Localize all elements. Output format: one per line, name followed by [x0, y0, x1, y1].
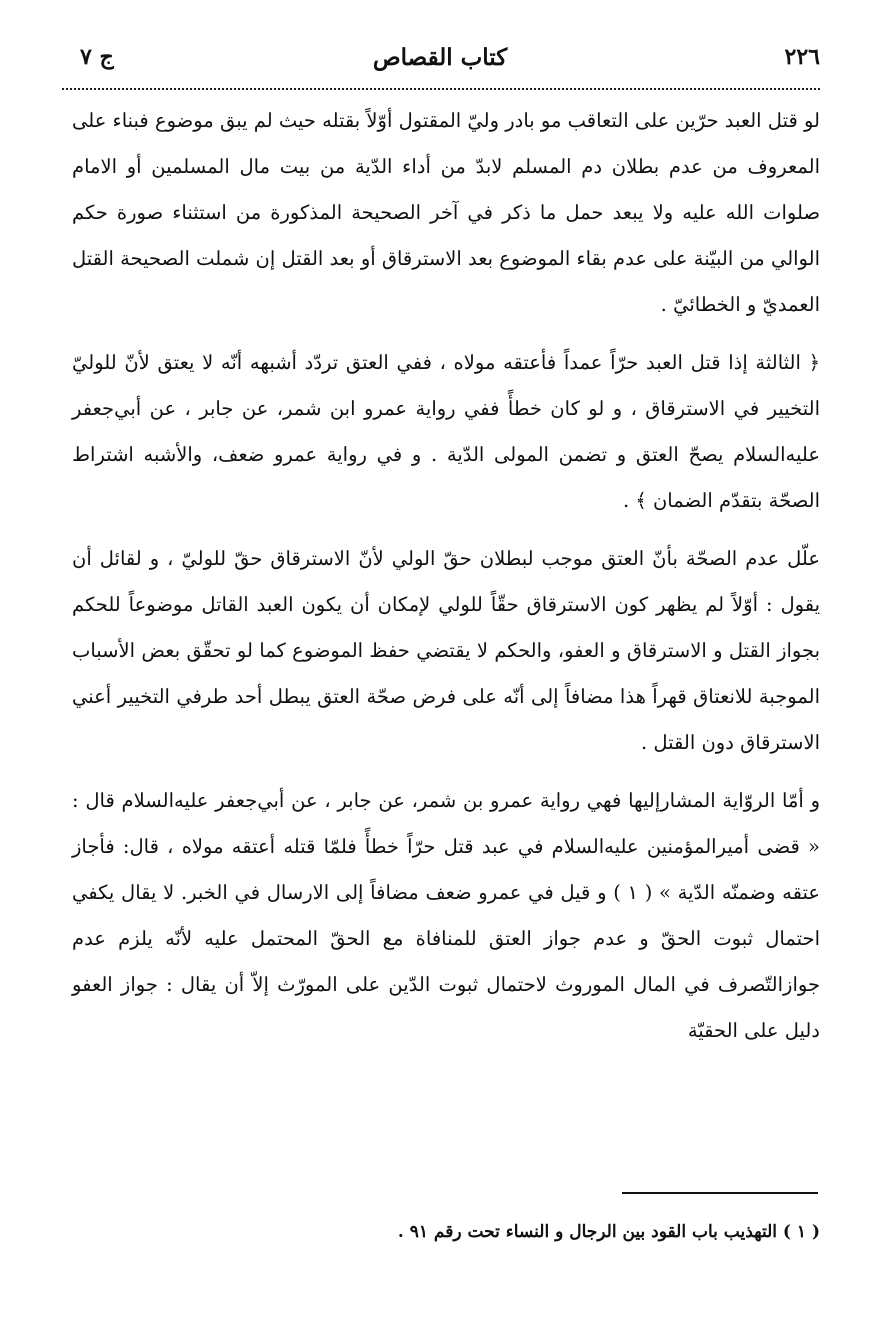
paragraph-gap: [72, 328, 820, 340]
header-divider: [62, 88, 820, 90]
main-text: [72, 98, 820, 1054]
paragraph-3: علّل عدم الصحّة بأنّ العتق موجب لبطلان حقّ الولي لأنّ الاسترقاق حقّ للوليّ ، و لقائل أن يقول : أوّلاً لم يظهر كون الاسترقاق حقّاً للولي لإمكان أن يكون العبد القاتل موضوعاً للحكم بجواز القتل و الاسترقاق و العفو، والحكم لا يقتضي حفظ الموضوع كما لو تحقّق بعض الأسباب الموجبة للانعتاق قهراً هذا مضافاً إلى أنّه على فرض صحّة العتق يبطل أحد طرفي التخيير أعني الاسترقاق دون القتل .: [72, 547, 820, 754]
book-title: كتاب القصاص: [372, 44, 508, 71]
paragraph-2: ﴿ الثالثة إذا قتل العبد حرّاً عمداً فأعتقه مولاه ، ففي العتق تردّد أشبهه أنّه لا يعتق لأنّ للوليّ التخيير في الاسترقاق ، و لو كان خطأً ففي رواية عمرو ابن شمر، عن جابر ، عن أبي‌جعفر عليه‌السلام يصحّ العتق و تضمن المولى الدّية . و في رواية عمرو ضعف، والأشبه اشتراط الصحّة بتقدّم الضمان ﴾ .: [72, 351, 820, 512]
page-header: [60, 44, 820, 84]
paragraph-gap: [72, 766, 820, 778]
footnote-divider: [622, 1192, 818, 1194]
paragraph-4: و أمّا الروّاية المشارإليها فهي رواية عمرو بن شمر، عن جابر ، عن أبي‌جعفر عليه‌السلام قال : « قضى أميرالمؤمنين عليه‌السلام في عبد قتل حرّاً خطأً فلمّا قتله أعتقه مولاه ، قال: فأجاز عتقه وضمنّه الدّية » ( ١ ) و قيل في عمرو ضعف مضافاً إلى الارسال في الخبر. لا يقال يكفي احتمال ثبوت الحقّ و عدم جواز العتق للمنافاة مع الحقّ المحتمل عليه لأنّه يلزم عدم جوازالتّصرف في المال الموروث لاحتمال ثبوت الدّين على المورّث إلاّ أن يقال : جواز العفو دليل على الحقيّة: [72, 789, 820, 1042]
paragraph-1: لو قتل العبد حرّين على التعاقب مو بادر وليّ المقتول أوّلاً بقتله حيث لم يبق موضوع فبناء على المعروف من عدم بطلان دم المسلم لابدّ من أداء الدّية من بيت مال المسلمين أو الامام صلوات الله عليه ولا يبعد حمل ما ذكر في آخر الصحيحة المذكورة من استثناء صورة حكم الوالي من البيّنة على عدم بقاء الموضوع بعد الاسترقاق أو بعد القتل إن شملت الصحيحة القتل العمديّ و الخطائيّ .: [72, 109, 820, 316]
page-number: ٢٢٦: [784, 44, 820, 70]
footnote: ( ١ ) التهذيب باب القود بين الرجال و النساء تحت رقم ٩١ .: [397, 1222, 820, 1242]
paragraph-gap: [72, 524, 820, 536]
volume-label: ج ٧: [80, 44, 114, 70]
